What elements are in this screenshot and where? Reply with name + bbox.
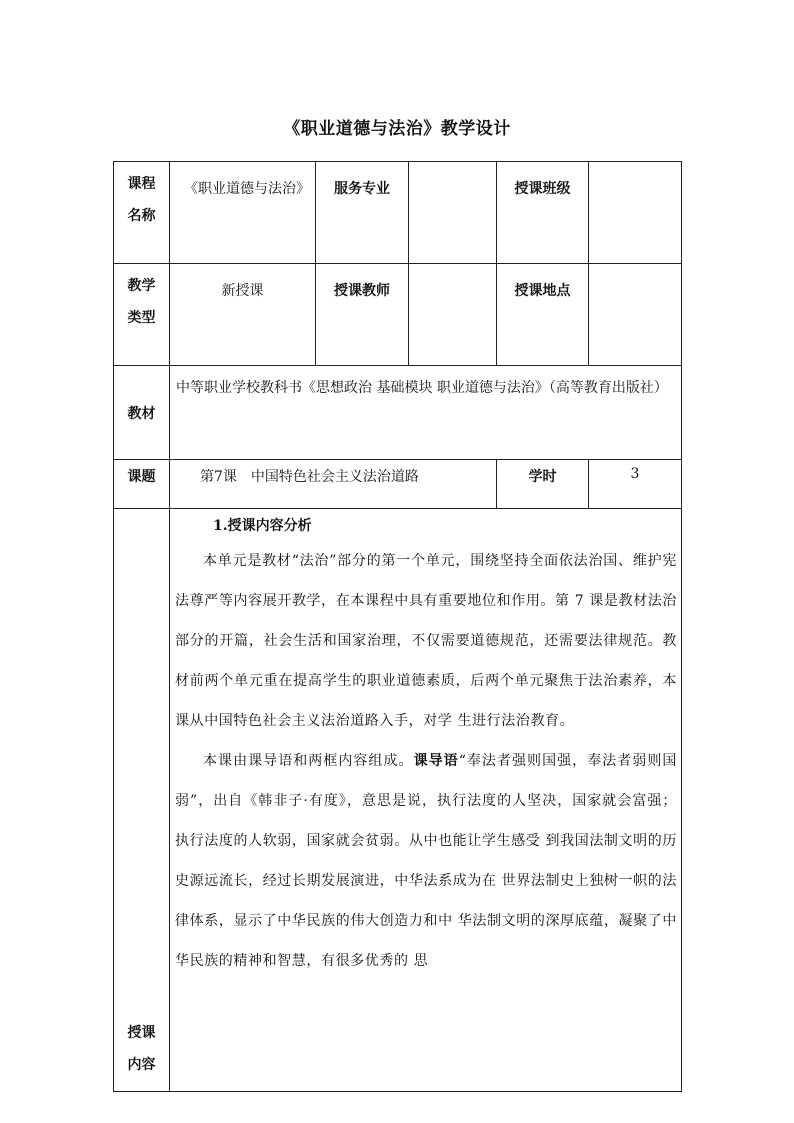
value-course-name: 《职业道德与法治》	[170, 162, 316, 264]
lesson-plan-table	[113, 161, 682, 1092]
value-topic: 第7课 中国特色社会主义法治道路	[170, 460, 497, 509]
label-textbook: 教材	[114, 366, 170, 460]
row-course-name	[114, 162, 682, 264]
label-teaching-type: 教学 类型	[114, 264, 170, 366]
label-teacher: 授课教师	[316, 264, 409, 366]
label-content: 授课 内容	[114, 509, 170, 1092]
content-paragraph: 本单元是教材“法治”部分的第一个单元，围绕坚持全面依法治国、维护宪法尊严等内容展开教学，在本课程中具有重要地位和作用。第 7 课是教材法治部分的开篇，社会生活和国家治理，不仅需要道德规范，还需要法律规范。教材前两个单元重在提高学生的职业道德素质，后两个单元聚焦于法治素养，本课从中国特色社会主义法治道路入手，对学 生进行法治教育。	[175, 553, 677, 729]
value-teacher	[409, 264, 497, 366]
label-topic: 课题	[114, 460, 170, 509]
value-class	[589, 162, 682, 264]
row-teaching-type	[114, 264, 682, 366]
value-textbook: 中等职业学校教科书《思想政治 基础模块 职业道德与法治》（高等教育出版社）	[170, 366, 682, 460]
row-topic	[114, 460, 682, 509]
content-paragraph: 本课由课导语和两框内容组成。课导语“奉法者强则国强，奉法者弱则国弱”，出自《韩非子·有度》，意思是说，执行法度的人坚决，国家就会富强；执行法度的人软弱，国家就会贫弱。从中也能让学生感受 到我国法制文明的历史源远流长，经过长期发展演进，中华法系成为在 世界法制史上独树一帜的法律体系，显示了中华民族的伟大创造力和中 华法制文明的深厚底蕴，凝聚了中华民族的精神和智慧，有很多优秀的 思	[175, 753, 677, 969]
value-hours: 3	[589, 460, 682, 509]
document-title: 《职业道德与法治》教学设计	[283, 119, 511, 139]
label-class: 授课班级	[497, 162, 589, 264]
value-location	[589, 264, 682, 366]
label-location: 授课地点	[497, 264, 589, 366]
label-hours: 学时	[497, 460, 589, 509]
row-content	[114, 509, 682, 1092]
value-teaching-type: 新授课	[170, 264, 316, 366]
content-body	[170, 509, 682, 1092]
row-textbook	[114, 366, 682, 460]
section-heading: 1.授课内容分析	[213, 518, 312, 534]
label-course-name: 课程 名称	[114, 162, 170, 264]
value-service-major	[409, 162, 497, 264]
label-service-major: 服务专业	[316, 162, 409, 264]
